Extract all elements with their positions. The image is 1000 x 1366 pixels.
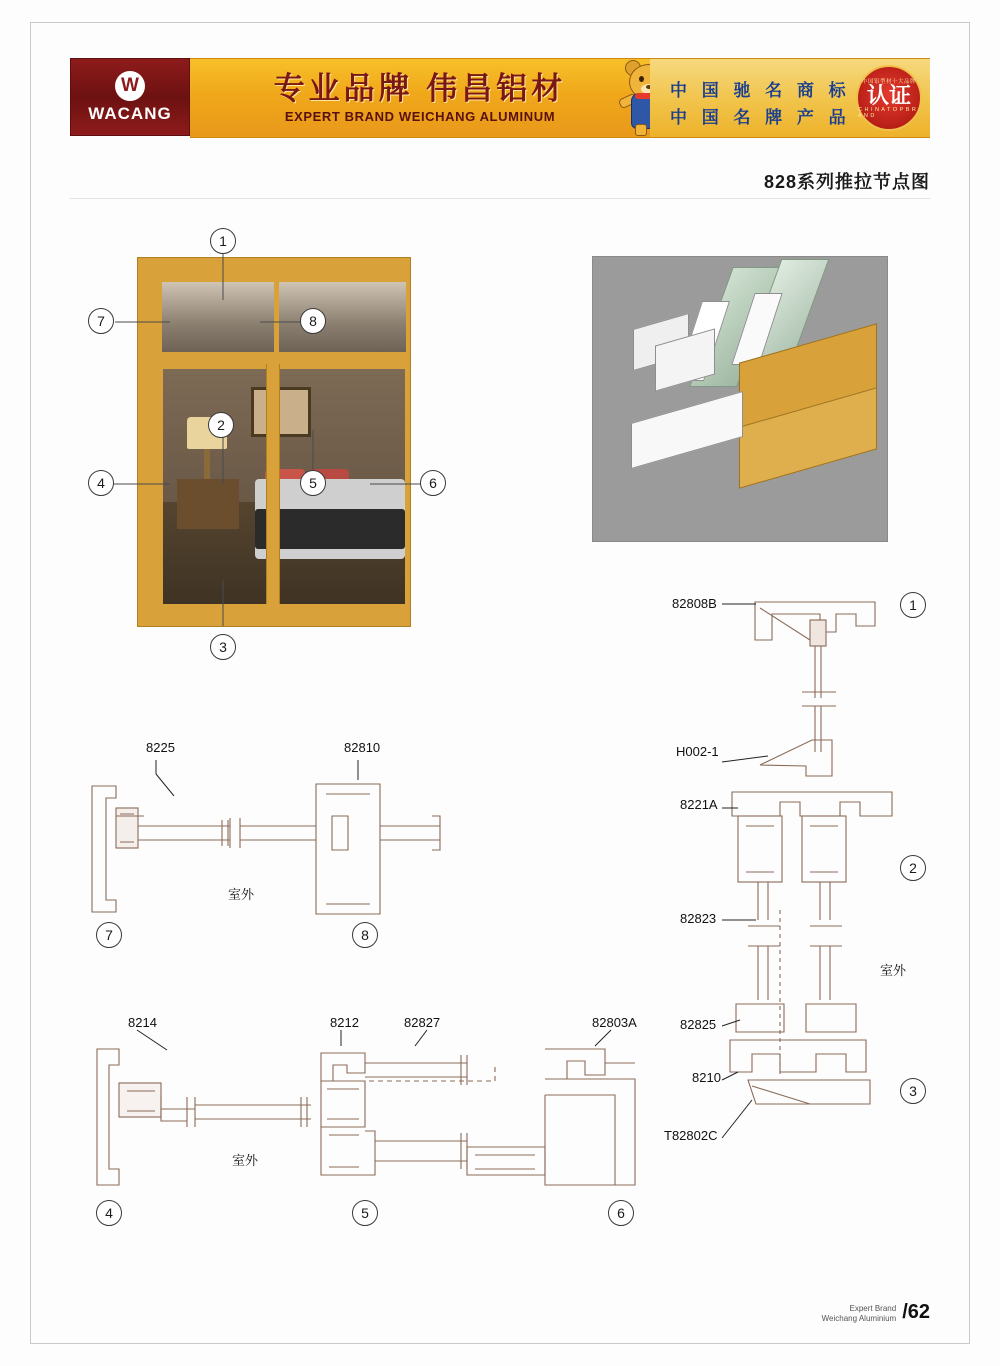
outdoor-label-top-left: 室外 [228, 887, 255, 902]
label-T82802C: T82802C [664, 1128, 718, 1143]
callout-3-section: 3 [900, 1078, 926, 1104]
callout-7-photo: 7 [88, 308, 114, 334]
brand-logo-block [70, 58, 190, 136]
callout-5-photo: 5 [300, 470, 326, 496]
label-82825: 82825 [680, 1017, 717, 1032]
outdoor-label-right: 室外 [880, 963, 907, 978]
callout-4-section: 4 [96, 1200, 122, 1226]
profile-3d-render [592, 256, 888, 542]
callout-8-section: 8 [352, 922, 378, 948]
title-divider [70, 198, 930, 199]
callout-3-photo: 3 [210, 634, 236, 660]
seal-bottom-text: C H I N A T O P B R A N D [858, 107, 917, 119]
callout-2-photo: 2 [208, 412, 234, 438]
label-82827: 82827 [404, 1015, 441, 1030]
callout-4-photo: 4 [88, 470, 114, 496]
banner-headline-en: EXPERT BRAND WEICHANG ALUMINUM [284, 108, 556, 124]
label-82823: 82823 [680, 911, 717, 926]
page-border-right [969, 22, 970, 1344]
section-4-5-6-leaders [75, 1028, 655, 1068]
seal-top-text: 中国铝型材十大品牌 [861, 79, 916, 85]
outdoor-label-bottom-left: 室外 [232, 1153, 259, 1168]
callout-5-section: 5 [352, 1200, 378, 1226]
page-title: 828系列推拉节点图 [763, 172, 930, 192]
label-8221A: 8221A [680, 797, 718, 812]
label-8210: 8210 [692, 1070, 721, 1085]
label-8225: 8225 [146, 740, 175, 755]
callout-1-section: 1 [900, 592, 926, 618]
label-82803A: 82803A [592, 1015, 637, 1030]
photo-callout-leaders [60, 230, 540, 670]
seal-center-mark: 认证 [866, 83, 911, 108]
callout-7-section: 7 [96, 922, 122, 948]
brand-logo-text: WACANG [88, 103, 172, 123]
banner-headline-cn: 专业品牌 伟昌铝材 [273, 70, 567, 106]
page-border-bottom [30, 1343, 970, 1344]
wacang-logo-icon: W [115, 71, 145, 101]
banner-headline-block [190, 58, 650, 138]
label-8214: 8214 [128, 1015, 157, 1030]
callout-1-photo: 1 [210, 228, 236, 254]
banner-awards-block [650, 58, 930, 138]
section-7-8-drawing [80, 770, 480, 950]
label-82810: 82810 [344, 740, 381, 755]
label-H002-1: H002-1 [676, 744, 719, 759]
page-footer [822, 1301, 930, 1324]
callout-6-photo: 6 [420, 470, 446, 496]
section-right-leaders [660, 580, 960, 1200]
header-banner [70, 58, 930, 136]
callout-8-photo: 8 [300, 308, 326, 334]
award-line-1: 中 国 驰 名 商 标 [670, 81, 851, 100]
page-border-top [30, 22, 970, 23]
label-8212: 8212 [330, 1015, 359, 1030]
footer-brand-line1: Expert Brand [849, 1304, 897, 1313]
certification-seal-icon [856, 65, 922, 131]
callout-2-section: 2 [900, 855, 926, 881]
section-7-8-leaders [110, 756, 410, 796]
award-line-2: 中 国 名 牌 产 品 [670, 108, 851, 127]
page-border-left [30, 22, 31, 1344]
footer-brand-line2: Weichang Aluminium [821, 1314, 897, 1323]
label-82808B: 82808B [672, 596, 717, 611]
callout-6-section: 6 [608, 1200, 634, 1226]
page-number: /62 [902, 1301, 930, 1323]
